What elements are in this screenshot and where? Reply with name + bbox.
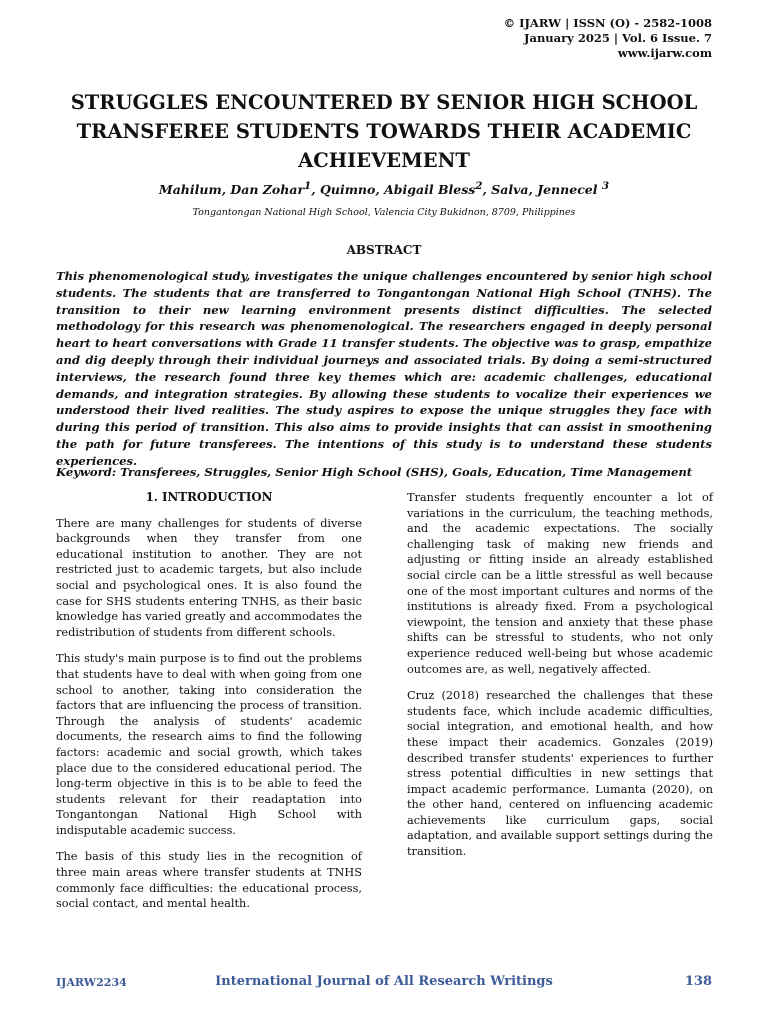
journal-header-meta: [504, 16, 712, 61]
footer-journal-name: International Journal of All Research Writings: [215, 974, 553, 989]
author-2-affiliation-mark: 2: [475, 180, 483, 192]
header-date-line: January 2025 | Vol. 6 Issue. 7: [524, 31, 712, 45]
author-affiliation: Tongantongan National High School, Valencia City Bukidnon, 8709, Philippines: [192, 207, 576, 218]
body-column-right: [407, 490, 713, 871]
author-2: , Quimno, Abigail Bless: [311, 182, 476, 198]
author-3-affiliation-mark: 3: [601, 180, 610, 192]
body-column-left: [56, 490, 362, 923]
author-3: , Salva, Jennecel: [482, 182, 602, 198]
intro-paragraph-5: Cruz (2018) researched the challenges that these students face, which include academic difficulties, social integration, and emotional health, and how these impact their academics. Gonzales (2019) described transfer students' experiences to further stress potential difficulties in new settings that impact academic performance. Lumanta (2020), on the other hand, centered on influencing academic achievements like curriculum gaps, social adaptation, and available support settings during the transition.: [407, 689, 713, 859]
header-issn-line: © IJARW | ISSN (O) - 2582-1008: [503, 16, 712, 30]
author-1-affiliation-mark: 1: [304, 180, 312, 192]
intro-paragraph-1: There are many challenges for students of diverse backgrounds when they transfer from one educational institution to another. They are not restricted just to academic targets, but also include social and psychological ones. It is also found the case for SHS students entering TNHS, as their basic knowledge has varied greatly and accommodates the redistribution of students from different schools.: [56, 516, 362, 639]
abstract-text: This phenomenological study, investigates the unique challenges encountered by senior high school students. The students that are transferred to Tongantongan National High School (TNHS). The transition to their new learning environment presents distinct difficulties. The selected methodology for this research was phenomenological. The researchers engaged in deeply personal heart to heart conversations with Grade 11 transfer students. The objective was to grasp, empathize and dig deeply through their individual journeys and associated trials. By doing a semi-structured interviews, the research found three key themes which are: academic challenges, educational demands, and integration strategies. By allowing these students to vocalize their experiences we understood their lived realities. The study aspires to expose the unique struggles they face with during this period of transition. This also aims to provide insights that can assist in smoothening the path for future transferees. The intentions of this study is to understand these students experiences.: [56, 269, 712, 468]
footer-page-number: 138: [684, 974, 712, 989]
footer-paper-id: IJARW2234: [56, 976, 127, 989]
header-website-line: www.ijarw.com: [617, 46, 712, 60]
intro-paragraph-2: This study's main purpose is to find out the problems that students have to deal with when going from one school to another, taking into consideration the factors that are influencing the process of transition. Through the analysis of students' academic documents, the research aims to find the following factors: academic and social growth, which takes place due to the considered educational period. The long-term objective in this is to be able to feed the students relevant for their readaptation into Tongantongan National High School with indisputable academic success.: [56, 652, 362, 837]
author-1: Mahilum, Dan Zohar: [158, 182, 305, 198]
intro-paragraph-3: The basis of this study lies in the recognition of three main areas where transfer students at TNHS commonly face difficulties: the educational process, social contact, and mental health.: [56, 850, 362, 911]
author-list: [56, 180, 712, 197]
intro-paragraph-4: Transfer students frequently encounter a lot of variations in the curriculum, the teaching methods, and the academic expectations. The socially challenging task of making new friends and adjusting or fitting inside an already established social circle can be a little stressful as well because one of the most important cultures and norms of the institutions is already fixed. From a psychological viewpoint, the tension and anxiety that these phase shifts can be stressful to students, who not only experience reduced well-being but whose academic outcomes are, as well, negatively affected.: [407, 491, 713, 676]
keywords-line: Keyword: Transferees, Struggles, Senior High School (SHS), Goals, Education, Time Management: [56, 465, 693, 479]
section-heading-introduction: 1. INTRODUCTION: [145, 490, 273, 504]
abstract-heading: ABSTRACT: [346, 243, 422, 257]
page-footer: [56, 974, 712, 992]
paper-title: STRUGGLES ENCOUNTERED BY SENIOR HIGH SCHOOL TRANSFEREE STUDENTS TOWARDS THEIR ACADEMIC ACHIEVEMENT: [70, 91, 698, 172]
